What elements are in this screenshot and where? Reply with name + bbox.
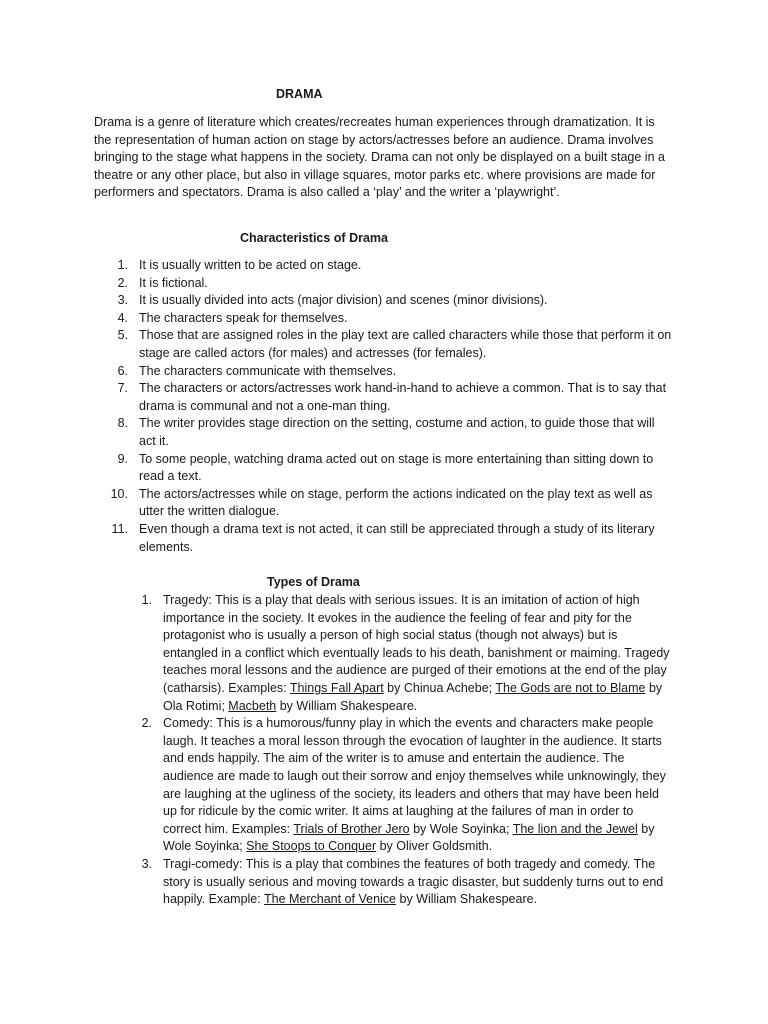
list-item: [94, 310, 674, 328]
list-text: It is fictional.: [139, 275, 208, 290]
example-title: Trials of Brother Jero: [293, 821, 410, 836]
example-author: by Oliver Goldsmith.: [376, 839, 493, 854]
type-item-comedy: [94, 715, 674, 856]
example-author: by Wole Soyinka;: [409, 821, 513, 836]
list-text: The characters or actors/actresses work hand-in-hand to achieve a common. That is to say that drama is communal and not a one-man thing.: [139, 381, 667, 413]
list-item: [94, 486, 674, 521]
list-text: Even though a drama text is not acted, it can still be appreciated through a study of its literary elements.: [139, 521, 655, 554]
list-item: [94, 363, 674, 381]
list-item: [94, 380, 674, 415]
example-author: by William Shakespeare.: [396, 892, 538, 907]
list-text: The actors/actresses while on stage, perform the actions indicated on the play text as well as utter the written dialogue.: [139, 486, 653, 519]
list-text: The writer provides stage direction on the setting, costume and action, to guide those that will act it.: [139, 416, 655, 448]
list-number: 7.: [117, 381, 128, 396]
document-title: DRAMA: [276, 87, 323, 101]
example-title: Things Fall Apart: [289, 680, 384, 695]
type-description: Tragi-comedy: This is a play that combines the features of both tragedy and comedy. The story is usually serious and moving towards a tragic disaster, but suddenly turns out to end happily. Example:: [163, 856, 664, 907]
list-item: [94, 327, 674, 362]
example-title: Macbeth: [228, 698, 277, 713]
list-text: The characters communicate with themselves.: [139, 363, 397, 378]
list-item: [94, 415, 674, 450]
list-number: 1.: [117, 258, 128, 272]
list-text: It is usually written to be acted on stage.: [139, 258, 362, 272]
list-item: [94, 292, 674, 310]
list-number: 3.: [141, 856, 152, 871]
list-number: 1.: [141, 593, 152, 607]
list-number: 10.: [110, 486, 128, 501]
characteristics-heading: Characteristics of Drama: [240, 231, 388, 245]
list-number: 8.: [117, 416, 128, 431]
type-description: Tragedy: This is a play that deals with serious issues. It is an imitation of action of high importance in the society. It evokes in the audience the feeling of fear and pity for the protagonist who is usually a person of high social status (though not always) but is entangled in a conflict which eventually leads to his death, banishment or maiming. Tragedy teaches moral lessons and the audience are purged of their emotions at the end of the play (catharsis). Examples:: [163, 593, 670, 695]
list-number: 4.: [117, 310, 128, 325]
list-item: [94, 521, 674, 556]
intro-paragraph: Drama is a genre of literature which creates/recreates human experiences through dramatization. It is the representation of human action on stage by actors/actresses before an audience. Drama involves bringing to the stage what happens in the society. Drama can not only be displayed on a built stage in a theatre or any other place, but also in village squares, motor parks etc. where provisions are made for performers and spectators. Drama is also called a ‘play’ and the writer a ‘playwright’.: [94, 115, 665, 200]
list-number: 2.: [117, 275, 128, 290]
list-number: 3.: [117, 293, 128, 308]
list-item: [94, 451, 674, 486]
types-list: [94, 592, 674, 909]
example-title: She Stoops to Conquer: [246, 839, 377, 854]
list-number: 9.: [117, 451, 128, 466]
list-item: [94, 257, 674, 275]
example-title: The Merchant of Venice: [263, 892, 397, 907]
list-text: It is usually divided into acts (major division) and scenes (minor divisions).: [139, 293, 548, 308]
list-text: The characters speak for themselves.: [139, 310, 348, 325]
example-title: The Gods are not to Blame: [495, 680, 646, 695]
list-number: 5.: [117, 328, 128, 343]
list-item: [94, 275, 674, 293]
example-author: by Ola Rotimi;: [163, 680, 663, 713]
types-heading: Types of Drama: [267, 575, 360, 589]
example-author: by Wole Soyinka;: [163, 821, 655, 854]
example-title: The lion and the Jewel: [512, 821, 638, 836]
list-number: 11.: [111, 521, 128, 536]
characteristics-list: [94, 257, 674, 556]
example-author: by William Shakespeare.: [276, 698, 418, 713]
example-author: by Chinua Achebe;: [383, 680, 496, 695]
list-number: 6.: [117, 363, 128, 378]
type-description: Comedy: This is a humorous/funny play in which the events and characters make people laugh. It teaches a moral lesson through the evocation of laughter in the audience. It starts and ends happily. The aim of the writer is to amuse and entertain the audience. The audience are made to laugh out their sorrow and enjoy themselves while unknowingly, they are laughing at the ugliness of the society, its leaders and others that may have been held up for ridicule by the comic writer. It aims at laughing at the failures of man in order to correct him. Examples:: [163, 716, 666, 836]
type-item-tragedy: [94, 592, 674, 715]
list-text: To some people, watching drama acted out on stage is more entertaining than sitting down to read a text.: [139, 451, 654, 484]
type-item-tragicomedy: [94, 856, 674, 909]
list-number: 2.: [141, 716, 152, 731]
list-text: Those that are assigned roles in the play text are called characters while those that perform it on stage are called actors (for males) and actresses (for females).: [139, 328, 672, 360]
